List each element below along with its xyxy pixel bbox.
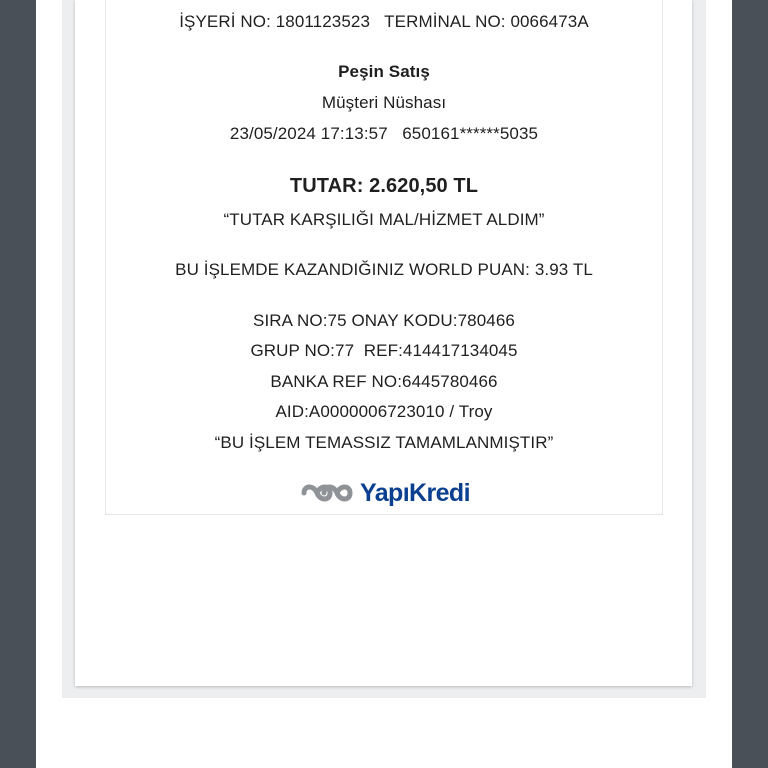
yapikredi-logo-icon (298, 478, 356, 508)
bank-ref-line: BANKA REF NO:6445780466 (270, 372, 498, 391)
aid-line: AID:A0000006723010 / Troy (275, 402, 493, 421)
world-points-line: BU İŞLEMDE KAZANDIĞINIZ WORLD PUAN: 3.93 TL (175, 260, 593, 279)
amount-total: TUTAR: 2.620,50 TL (289, 175, 479, 197)
merchant-terminal-line: İŞYERİ NO: 1801123523 TERMİNAL NO: 0066473A (179, 12, 589, 31)
contactless-note: “BU İŞLEM TEMASSIZ TAMAMLANMIŞTIR” (214, 433, 554, 452)
bank-logo (106, 476, 662, 510)
datetime-card-line: 23/05/2024 17:13:57 650161******5035 (229, 124, 539, 143)
transaction-type: Peşin Satış (338, 62, 430, 81)
copy-type: Müşteri Nüshası (321, 93, 447, 112)
acknowledgement-text: “TUTAR KARŞILIĞI MAL/HİZMET ALDIM” (223, 210, 545, 229)
group-ref-line: GRUP NO:77 REF:414417134045 (250, 341, 518, 360)
receipt (105, 0, 663, 515)
logo-wordmark: YapıKredi (360, 479, 470, 507)
sequence-approval-line: SIRA NO:75 ONAY KODU:780466 (253, 311, 515, 330)
